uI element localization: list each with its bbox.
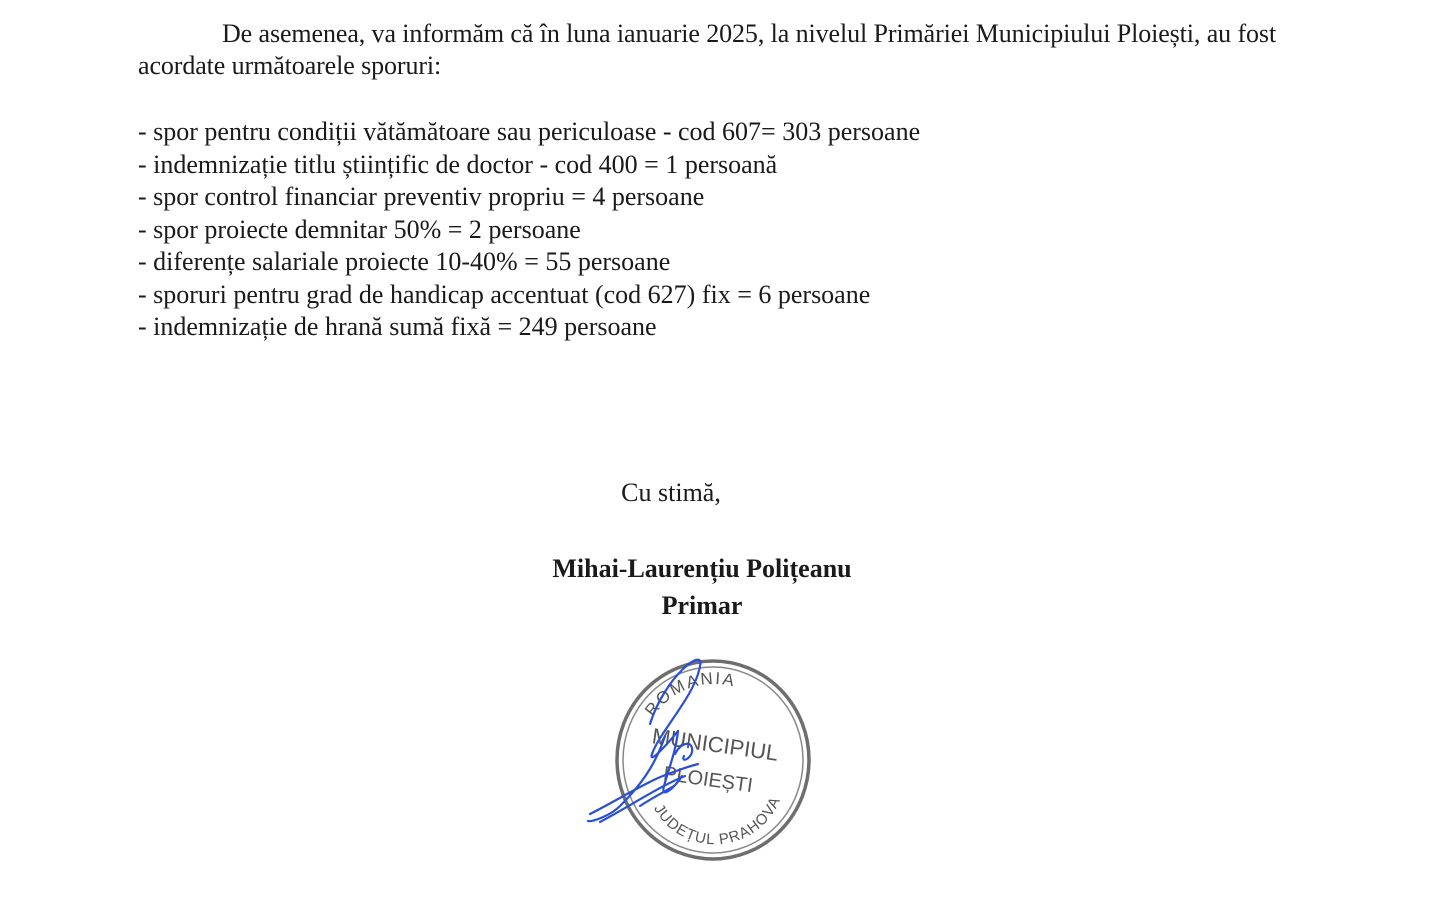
stamp-rings <box>617 661 809 859</box>
stamp-center-line2: PLOIEȘTI <box>661 762 755 798</box>
bonus-list <box>138 116 920 344</box>
list-item: - sporuri pentru grad de handicap accentuat (cod 627) fix = 6 persoane <box>138 279 871 309</box>
list-item: - spor control financiar preventiv propriu = 4 persoane <box>138 182 705 211</box>
list-item: - spor pentru condiții vătămătoare sau periculoase - cod 607= 303 persoane <box>138 117 921 146</box>
official-stamp <box>580 636 830 866</box>
intro-paragraph: De asemenea, va informăm că în luna ianuarie 2025, la nivelul Primăriei Municipiului Ploiești, au fost acordate următoarele sporuri: <box>138 19 1277 80</box>
list-item: - indemnizație titlu științific de doctor - cod 400 = 1 persoană <box>138 149 778 179</box>
list-item: - indemnizație de hrană sumă fixă = 249 persoane <box>138 312 657 341</box>
list-item: - diferențe salariale proiecte 10-40% = 55 persoane <box>138 247 671 276</box>
closing-greeting: Cu stimă, <box>621 478 721 507</box>
list-item: - spor proiecte demnitar 50% = 2 persoane <box>138 214 581 244</box>
signatory-title: Primar <box>661 591 743 620</box>
signatory-name: Mihai-Laurențiu Polițeanu <box>552 554 852 583</box>
stamp-center-line1: MUNICIPIUL <box>650 723 780 766</box>
stamp-top-text: ROMANIA <box>641 668 738 720</box>
stamp-bottom-text: JUDEȚUL PRAHOVA <box>650 793 785 849</box>
